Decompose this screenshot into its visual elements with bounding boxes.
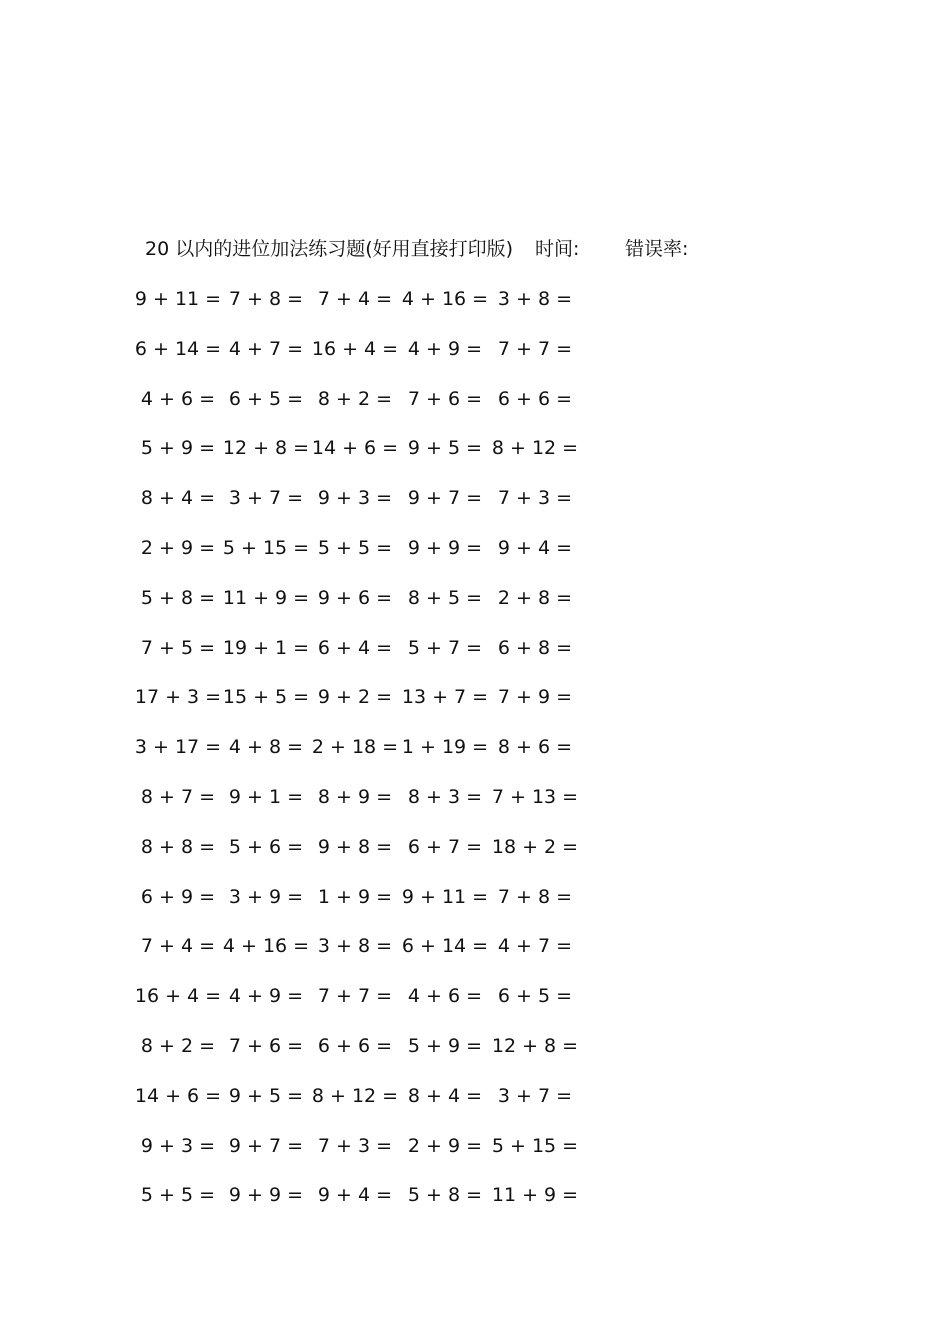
problem-r14-c2: 4 + 16 = [222,935,310,957]
problem-r7-c3: 9 + 6 = [317,587,393,609]
problem-r10-c2: 4 + 8 = [228,736,304,758]
problem-r6-c2: 5 + 15 = [222,537,310,559]
problem-r15-c1: 16 + 4 = [134,985,222,1007]
problem-r19-c3: 9 + 4 = [317,1184,393,1206]
problem-r16-c4: 5 + 9 = [407,1035,483,1057]
problem-r19-c2: 9 + 9 = [228,1184,304,1206]
problem-r12-c1: 8 + 8 = [140,836,216,858]
problem-r16-c3: 6 + 6 = [317,1035,393,1057]
problem-r14-c3: 3 + 8 = [317,935,393,957]
problem-r12-c4: 6 + 7 = [407,836,483,858]
problem-r10-c4: 1 + 19 = [401,736,489,758]
problem-r6-c1: 2 + 9 = [140,537,216,559]
problem-r17-c3: 8 + 12 = [311,1085,399,1107]
problem-r5-c1: 8 + 4 = [140,487,216,509]
problem-r7-c2: 11 + 9 = [222,587,310,609]
problem-r9-c5: 7 + 9 = [497,686,573,708]
problem-r2-c2: 4 + 7 = [228,338,304,360]
problem-r18-c4: 2 + 9 = [407,1135,483,1157]
worksheet-title: 20 以内的进位加法练习题(好用直接打印版) [145,238,514,260]
problem-r18-c1: 9 + 3 = [140,1135,216,1157]
worksheet-header [145,234,765,264]
problem-r3-c2: 6 + 5 = [228,388,304,410]
problem-r13-c5: 7 + 8 = [497,886,573,908]
problem-r12-c5: 18 + 2 = [491,836,579,858]
problem-r8-c1: 7 + 5 = [140,637,216,659]
problem-r3-c5: 6 + 6 = [497,388,573,410]
problem-r6-c4: 9 + 9 = [407,537,483,559]
problem-r10-c3: 2 + 18 = [311,736,399,758]
problem-r17-c2: 9 + 5 = [228,1085,304,1107]
problem-r3-c4: 7 + 6 = [407,388,483,410]
problem-r16-c2: 7 + 6 = [228,1035,304,1057]
problem-r17-c1: 14 + 6 = [134,1085,222,1107]
problem-r16-c5: 12 + 8 = [491,1035,579,1057]
problem-r10-c1: 3 + 17 = [134,736,222,758]
problem-r13-c4: 9 + 11 = [401,886,489,908]
problem-r9-c4: 13 + 7 = [401,686,489,708]
problem-r3-c3: 8 + 2 = [317,388,393,410]
problem-r13-c2: 3 + 9 = [228,886,304,908]
problem-r5-c5: 7 + 3 = [497,487,573,509]
problem-r1-c1: 9 + 11 = [134,288,222,310]
problem-r2-c1: 6 + 14 = [134,338,222,360]
problem-r19-c1: 5 + 5 = [140,1184,216,1206]
problem-r6-c3: 5 + 5 = [317,537,393,559]
problem-r4-c5: 8 + 12 = [491,437,579,459]
problem-r14-c4: 6 + 14 = [401,935,489,957]
problem-r4-c3: 14 + 6 = [311,437,399,459]
problem-r8-c2: 19 + 1 = [222,637,310,659]
problem-r8-c3: 6 + 4 = [317,637,393,659]
problem-r8-c4: 5 + 7 = [407,637,483,659]
problem-r2-c4: 4 + 9 = [407,338,483,360]
problem-r5-c3: 9 + 3 = [317,487,393,509]
error-rate-label: 错误率: [625,238,689,260]
problem-r9-c3: 9 + 2 = [317,686,393,708]
problem-r2-c5: 7 + 7 = [497,338,573,360]
problem-r13-c3: 1 + 9 = [317,886,393,908]
problem-r7-c5: 2 + 8 = [497,587,573,609]
problem-r9-c2: 15 + 5 = [222,686,310,708]
problem-r11-c2: 9 + 1 = [228,786,304,808]
problem-r2-c3: 16 + 4 = [311,338,399,360]
problem-r4-c2: 12 + 8 = [222,437,310,459]
problem-r7-c4: 8 + 5 = [407,587,483,609]
problem-r6-c5: 9 + 4 = [497,537,573,559]
time-label: 时间: [535,238,580,260]
problem-r18-c5: 5 + 15 = [491,1135,579,1157]
problem-r16-c1: 8 + 2 = [140,1035,216,1057]
problem-r4-c4: 9 + 5 = [407,437,483,459]
problem-r1-c2: 7 + 8 = [228,288,304,310]
problem-r11-c3: 8 + 9 = [317,786,393,808]
problem-r17-c4: 8 + 4 = [407,1085,483,1107]
problem-r13-c1: 6 + 9 = [140,886,216,908]
problem-r5-c2: 3 + 7 = [228,487,304,509]
problem-r11-c1: 8 + 7 = [140,786,216,808]
problem-r1-c4: 4 + 16 = [401,288,489,310]
problem-r5-c4: 9 + 7 = [407,487,483,509]
problem-r19-c4: 5 + 8 = [407,1184,483,1206]
problem-r4-c1: 5 + 9 = [140,437,216,459]
problem-r15-c3: 7 + 7 = [317,985,393,1007]
problem-r12-c3: 9 + 8 = [317,836,393,858]
problem-r19-c5: 11 + 9 = [491,1184,579,1206]
problem-r18-c3: 7 + 3 = [317,1135,393,1157]
problem-r3-c1: 4 + 6 = [140,388,216,410]
problem-r1-c5: 3 + 8 = [497,288,573,310]
problem-r15-c2: 4 + 9 = [228,985,304,1007]
problem-r9-c1: 17 + 3 = [134,686,222,708]
problem-r17-c5: 3 + 7 = [497,1085,573,1107]
problem-r14-c1: 7 + 4 = [140,935,216,957]
problem-r7-c1: 5 + 8 = [140,587,216,609]
problem-r15-c4: 4 + 6 = [407,985,483,1007]
problem-r15-c5: 6 + 5 = [497,985,573,1007]
problem-r11-c4: 8 + 3 = [407,786,483,808]
problem-r1-c3: 7 + 4 = [317,288,393,310]
problem-r11-c5: 7 + 13 = [491,786,579,808]
problem-r12-c2: 5 + 6 = [228,836,304,858]
problem-r10-c5: 8 + 6 = [497,736,573,758]
problem-r18-c2: 9 + 7 = [228,1135,304,1157]
problem-r14-c5: 4 + 7 = [497,935,573,957]
problem-r8-c5: 6 + 8 = [497,637,573,659]
